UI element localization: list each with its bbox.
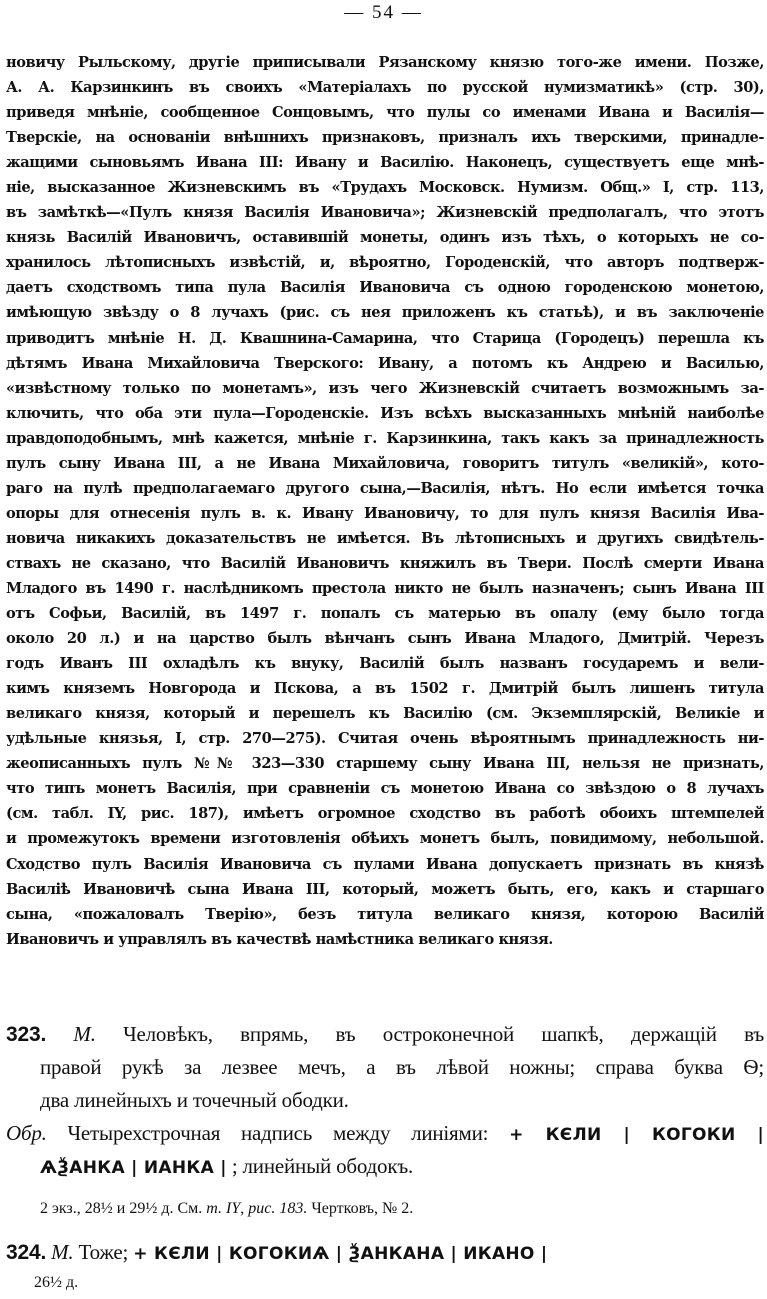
paragraph-line: кимъ княземъ Новгорода и Пскова, а въ 1502 г. Дмитрій былъ лишенъ титула [6,680,764,698]
paragraph-line: ствахъ не сказано, что Василій Ивановичъ княжилъ въ Твери. Послѣ смерти Ивана [6,554,764,572]
entry-323-m-line-3: два линейныхъ и точечный ободки. [40,1088,349,1112]
paragraph-line: ніе, высказанное Жизневскимъ въ «Трудахъ Московск. Нумизм. Общ.» I, стр. 113, [6,179,764,197]
catalog-entry-324 [6,1236,764,1297]
coin-inscription: + КЄЛИ | КОГОКИѦ | ѮАНКАНА | ИКАНО | [133,1244,548,1264]
reference-figure: рис. 183. [248,1200,308,1217]
paragraph-line: ключить, что оба эти пула—Городенскіе. Изъ всѣхъ высказанныхъ мнѣній наиболѣе [6,404,764,422]
side-label-obr: Обр. [6,1121,47,1145]
description-text: ; линейный ободокъ. [231,1154,414,1178]
paragraph-line: Василіѣ Ивановичѣ сына Ивана III, который, можетъ быть, его, какъ и старшаго [6,880,764,898]
paragraph-line: около 20 л.) и на царство былъ вѣнчанъ сынъ Ивана Младого, Дмитрій. Черезъ [6,630,764,648]
paragraph-line: Сходство пулъ Василія Ивановича съ пулами Ивана допускаетъ признать въ князѣ [6,855,764,873]
paragraph-line: годъ Иванъ III охладѣлъ къ внуку, Василій былъ названъ государемъ и вели- [6,655,764,673]
paragraph-line: что типъ монетъ Василія, при сравненіи съ монетою Ивана со звѣздою о 8 лучахъ [6,780,764,798]
page-number: — 54 — [344,2,423,23]
paragraph-line: (см. табл. IY, рис. 187), имѣетъ огромное сходство въ работѣ обоихъ штемпелей [6,805,764,823]
paragraph-line: великаго князя, который и перешелъ къ Василію (см. Экземплярскій, Великіе и [6,705,764,723]
entry-323-obr-line-1 [6,1117,764,1150]
paragraph-line: отъ Софьи, Василій, въ 1497 г. попалъ съ матерью въ опалу (ему было тогда [6,605,764,623]
paragraph-line: хранилось лѣтописныхъ извѣстій, и, вѣроятно, Городенскій, что авторъ подтверж- [6,254,764,272]
entry-324-weight: 26½ д. [34,1274,79,1291]
entry-323-specimens: 2 экз., 28½ и 29½ д. См. т. IY, рис. 183. Чертковъ, № 2. [40,1200,414,1217]
paragraph-line: новича никакихъ доказательствъ не имѣется. Въ лѣтописныхъ и другихъ свидѣтель- [6,529,764,547]
paragraph-line: князь Василій Ивановичъ, оставившій монеты, одинъ изъ тѣхъ, о которыхъ не со- [6,229,764,247]
paragraph-line: Ивановичъ и управлялъ въ качествѣ намѣстника великаго князя. [6,930,553,948]
reference-source: Чертковъ, № 2. [311,1200,414,1217]
entry-323-m-line-1 [6,1018,764,1051]
paragraph-line: даетъ сходствомъ типа пула Василія Ивановича съ одною городенскою монетою, [6,279,764,297]
reference-table: т. IY [206,1200,241,1217]
paragraph-line: правдоподобнымъ, мнѣ кажется, мнѣніе г. Карзинкина, такъ какъ за принадлежность [6,429,764,447]
paragraph-line: сына, «пожаловалъ Тверію», безъ титула великаго князя, которою Василій [6,905,764,923]
paragraph-line: пулъ сыну Ивана III, а не Ивана Михайловича, говоритъ титулъ «великій», кото- [6,454,764,472]
side-label-m: М. [51,1240,74,1264]
catalog-entry-323 [6,1018,764,1223]
paragraph-line: Младого въ 1490 г. наслѣдникомъ престола никто не былъ назначенъ; сынъ Ивана III [6,579,764,597]
entry-323-obr-line-2 [6,1150,764,1183]
description-text: Четырехстрочная надпись между линіями: [67,1121,489,1145]
paragraph-line: раго на пулѣ предполагаемаго другого сына,—Василія, нѣтъ. Но если имѣется точка [6,479,764,497]
entry-number: 324. [6,1241,47,1264]
entry-number: 323. [6,1023,47,1046]
paragraph-line: въ замѣткѣ—«Пулъ князя Василія Ивановича»; Жизневскій предполагалъ, что этотъ [6,204,764,222]
coin-inscription: ѦѮАНКА | ИАНКА | [40,1158,227,1178]
paragraph-line: и промежутокъ времени изготовленія обѣихъ монетъ былъ, повидимому, небольшой. [6,830,764,848]
description-text: Тоже; [78,1240,129,1264]
paragraph-line: приведя мнѣніе, сообщенное Сонцовымъ, что пулы со именами Ивана и Василія— [6,104,764,122]
paragraph-line: имѣющую звѣзду о 8 лучахъ (рис. съ нея приложенъ къ статьѣ), и въ заключеніе [6,304,764,322]
paragraph-line: жащими сыновьямъ Ивана III: Ивану и Василію. Наконецъ, существуетъ еще мнѣ- [6,154,764,172]
specimen-count: 2 экз., 28½ и 29½ д. См. [40,1200,203,1217]
paragraph-line: Тверскіе, на основаніи внѣшнихъ признаковъ, призналъ ихъ тверскими, принадле- [6,129,764,147]
paragraph-line: удѣльные князья, I, стр. 270—275). Считая очень вѣроятнымъ принадлежность ни- [6,730,764,748]
description-text: Человѣкъ, впрямь, въ остроконечной шапкѣ, держащій въ [123,1022,764,1046]
coin-inscription: + КЄЛИ | КОГОКИ | [509,1125,764,1145]
paragraph-line: дѣтямъ Ивана Михайловича Тверского: Ивану, а потомъ къ Андрею и Василью, [6,354,764,372]
paragraph-line: новичу Рыльскому, другіе приписывали Рязанскому князю того-же имени. Позже, [6,54,764,71]
commentary-paragraph [6,50,764,952]
paragraph-line: жеописанныхъ пулъ №№ 323—330 старшему сыну Ивана III, нельзя не признать, [6,755,764,773]
side-label-m: М. [73,1022,96,1046]
paragraph-line: «извѣстному только по монетамъ», изъ чего Жизневскій считаетъ возможнымъ за- [6,379,764,397]
entry-323-m-line-2: правой рукѣ за лезвее мечъ, а въ лѣвой ножны; справа буква Ѳ; [40,1055,764,1079]
paragraph-line: опоры для отнесенія пулъ в. к. Ивану Ивановичу, то для пулъ князя Василія Ива- [6,504,764,522]
entry-324-m-line [6,1236,764,1269]
paragraph-line: приводитъ мнѣніе Н. Д. Квашнина-Самарина, что Старица (Городецъ) перешла къ [6,329,764,347]
paragraph-line: А. А. Карзинкинъ въ своихъ «Матеріалахъ по русской нумизматикѣ» (стр. 30), [6,79,764,97]
